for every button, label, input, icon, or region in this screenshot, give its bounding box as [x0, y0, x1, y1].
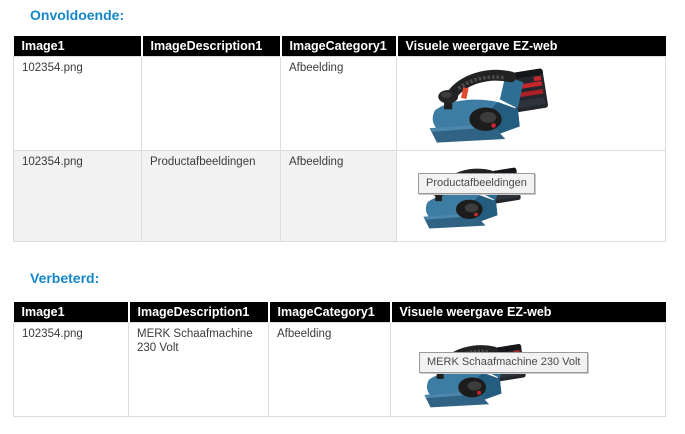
cell-description: MERK Schaafmachine 230 Volt — [129, 323, 269, 417]
cell-description — [142, 57, 281, 151]
planer-product-image — [419, 58, 561, 148]
table-header-row — [14, 36, 666, 57]
cell-image1: 102354.png — [14, 323, 129, 417]
cell-visual — [391, 323, 666, 417]
column-header-image1: Image1 — [14, 36, 142, 57]
planer-product-image — [415, 159, 531, 233]
planer-product-image — [415, 335, 537, 412]
table-verbeterd — [13, 302, 666, 417]
column-header-imagedescription1: ImageDescription1 — [129, 302, 269, 323]
column-header-visuele-weergave: Visuele weergave EZ-web — [391, 302, 666, 323]
table-row — [14, 151, 666, 242]
cell-description: Productafbeeldingen — [142, 151, 281, 242]
column-header-imagedescription1: ImageDescription1 — [142, 36, 281, 57]
table-onvoldoende — [13, 36, 666, 242]
cell-category: Afbeelding — [269, 323, 391, 417]
section-heading-onvoldoende: Onvoldoende: — [30, 7, 125, 23]
image-alt-text-tooltip: Productafbeeldingen — [418, 173, 535, 194]
cell-category: Afbeelding — [281, 151, 397, 242]
cell-visual — [397, 57, 666, 151]
cell-category: Afbeelding — [281, 57, 397, 151]
column-header-image1: Image1 — [14, 302, 129, 323]
cell-visual — [397, 151, 666, 242]
table-row — [14, 57, 666, 151]
cell-image1: 102354.png — [14, 151, 142, 242]
cell-image1: 102354.png — [14, 57, 142, 151]
image-alt-text-tooltip: MERK Schaafmachine 230 Volt — [419, 352, 588, 373]
column-header-imagecategory1: ImageCategory1 — [281, 36, 397, 57]
table-row — [14, 323, 666, 417]
table-header-row — [14, 302, 666, 323]
column-header-visuele-weergave: Visuele weergave EZ-web — [397, 36, 666, 57]
section-heading-verbeterd: Verbeterd: — [30, 270, 100, 286]
column-header-imagecategory1: ImageCategory1 — [269, 302, 391, 323]
